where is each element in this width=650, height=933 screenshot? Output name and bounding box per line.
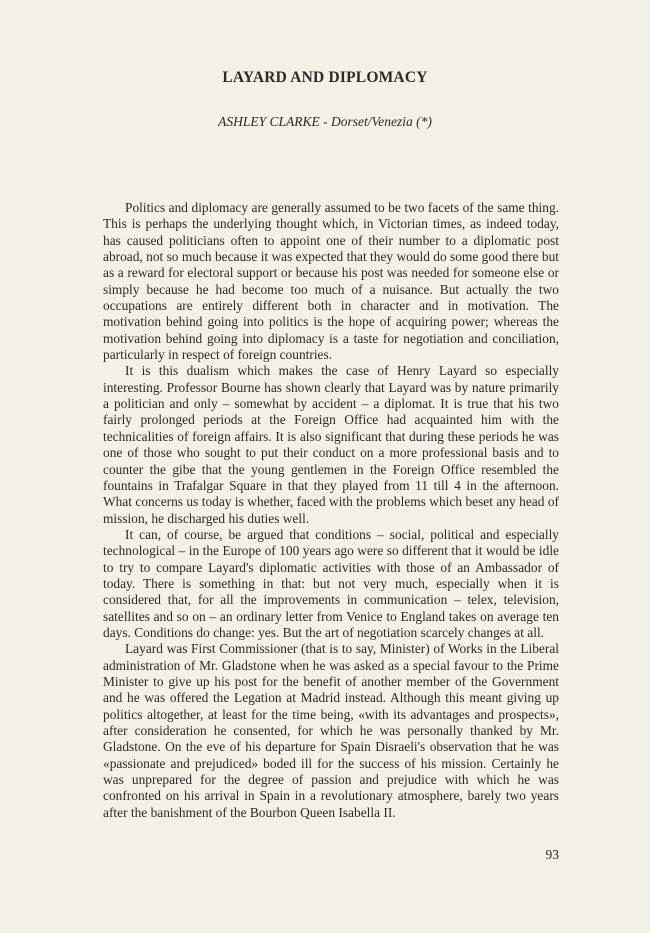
author-line: ASHLEY CLARKE - Dorset/Venezia (*) bbox=[218, 114, 432, 129]
paragraph-4: Layard was First Commissioner (that is to say, Minister) of Works in the Liberal administration of Mr. Gladstone when he was asked as a special favour to the Prime Minister to give up his post for the benefit of another member of the Government and he was offered the Legation at Madrid instead. Although this meant giving up politics altogether, at least for the time being, «with its advantages and prospects», after consideration he consented, for which he was personally thanked by Mr. Gladstone. On the eve of his departure for Spain Disraeli's observation that he was «passionate and prejudiced» boded ill for the success of his mission. Certainly he was unprepared for the degree of passion and prejudice with which he was confronted on his arrival in Spain in a revolutionary atmosphere, barely two years after the banishment of the Bourbon Queen Isabella II. bbox=[103, 641, 559, 820]
paragraph-1: Politics and diplomacy are generally assumed to be two facets of the same thing. This is perhaps the underlying thought which, in Victorian times, as indeed today, has caused politicians often to appoint one of their number to a diplomatic post abroad, not so much because it was expected that they would do some good there but as a reward for electoral support or because his post was needed for someone else or simply because he had become too much of a nuisance. But actually the two occupations are entirely different both in character and in motivation. The motivation behind going into politics is the hope of acquiring power; whereas the motivation behind going into diplomacy is a taste for negotiation and conciliation, particularly in respect of foreign countries. bbox=[103, 200, 559, 363]
paragraph-3: It can, of course, be argued that conditions – social, political and especially technological – in the Europe of 100 years ago were so different that it would be idle to try to compare Layard's diplomatic activities with those of an Ambassador of today. There is something in that: but not very much, especially when it is considered that, for all the improvements in communication – telex, television, satellites and so on – an ordinary letter from Venice to England takes on average ten days. Conditions do change: yes. But the art of negotiation scarcely changes at all. bbox=[103, 526, 559, 640]
article-body bbox=[103, 200, 559, 821]
page-number: 93 bbox=[545, 847, 559, 862]
article-title: LAYARD AND DIPLOMACY bbox=[222, 69, 428, 86]
paragraph-2: It is this dualism which makes the case of Henry Layard so especially interesting. Professor Bourne has shown clearly that Layard was by nature primarily a politician and only – somewhat by accident – a diplomat. It is true that his two fairly prolonged periods at the Foreign Office had acquainted him with the technicalities of foreign affairs. It is also significant that during these periods he was one of those who sought to put their conduct on a more professional basis and to counter the gibe that the young gentlemen in the Foreign Office resembled the fountains in Trafalgar Square in that they played from 11 till 4 in the afternoon. What concerns us today is whether, faced with the problems which beset any head of mission, he discharged his duties well. bbox=[103, 363, 559, 526]
